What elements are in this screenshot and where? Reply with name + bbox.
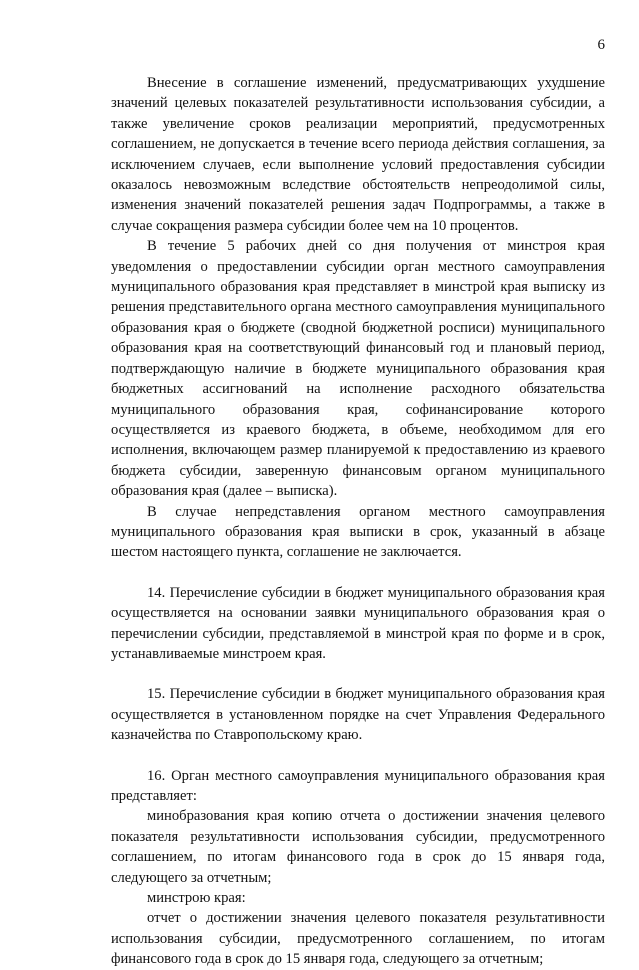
paragraph-non-submission: В случае непредставления органом местного самоуправления муниципального образования края выписки в срок, указанный в абзаце шестом настоящего пункта, соглашение не заключается. <box>111 503 605 561</box>
page-number: 6 <box>597 37 605 53</box>
paragraph-item-15: 15. Перечисление субсидии в бюджет муниципального образования края осуществляется в установленном порядке на счет Управления Федерального казначейства по Ставропольскому краю. <box>111 686 605 744</box>
paragraph-amendments: Внесение в соглашение изменений, предусматривающих ухудшение значений целевых показателей результативности использования субсидии, а также увеличение сроков реализации мероприятий, предусмотренных соглашением, не допускается в течение всего периода действия соглашения, за исключением случаев, если выполнение условий предоставления субсидии оказалось невозможным вследствие обстоятельств непреодолимой силы, изменения значений показателей решения задач Подпрограммы, а также в случае сокращения размера субсидии более чем на 10 процентов. <box>111 75 605 234</box>
paragraph-minstroy-label: минстрою края: <box>147 890 246 907</box>
paragraph-minstroy-report: отчет о достижении значения целевого показателя результативности использования субсидии, предусмотренного соглашением, по итогам финансового года в срок до 15 января года, следующего за отчетным; <box>111 910 605 968</box>
paragraph-item-14: 14. Перечисление субсидии в бюджет муниципального образования края осуществляется на основании заявки муниципального образования края о перечислении субсидии, представляемой в минстрой края по форме и в срок, устанавливаемые минстроем края. <box>111 584 605 662</box>
paragraph-five-days: В течение 5 рабочих дней со дня получения от минстроя края уведомления о предоставлении субсидии орган местного самоуправления муниципального образования края представляет в минстрой края выписку из решения представительного органа местного самоуправления муниципального образования края о бюджете (сводной бюджетной росписи) муниципального образования края на соответствующий финансовый год и плановый период, подтверждающую наличие в бюджете муниципального образования края бюджетных ассигнований на исполнение расходного обязательства муниципального образования края, софинансирование которого осуществляется из краевого бюджета, в объеме, необходимом для его исполнения, включающем размер планируемой к предоставлению из краевого бюджета субсидии, заверенную финансовым органом муниципального образования края (далее – выписка). <box>111 238 605 500</box>
paragraph-item-16: 16. Орган местного самоуправления муниципального образования края представляет: <box>111 767 605 804</box>
paragraph-minobr-report: минобразования края копию отчета о достижении значения целевого показателя результативности использования субсидии, предусмотренного соглашением, по итогам финансового года в срок до 15 января года, следующего за отчетным; <box>111 808 605 886</box>
document-body <box>111 73 605 970</box>
